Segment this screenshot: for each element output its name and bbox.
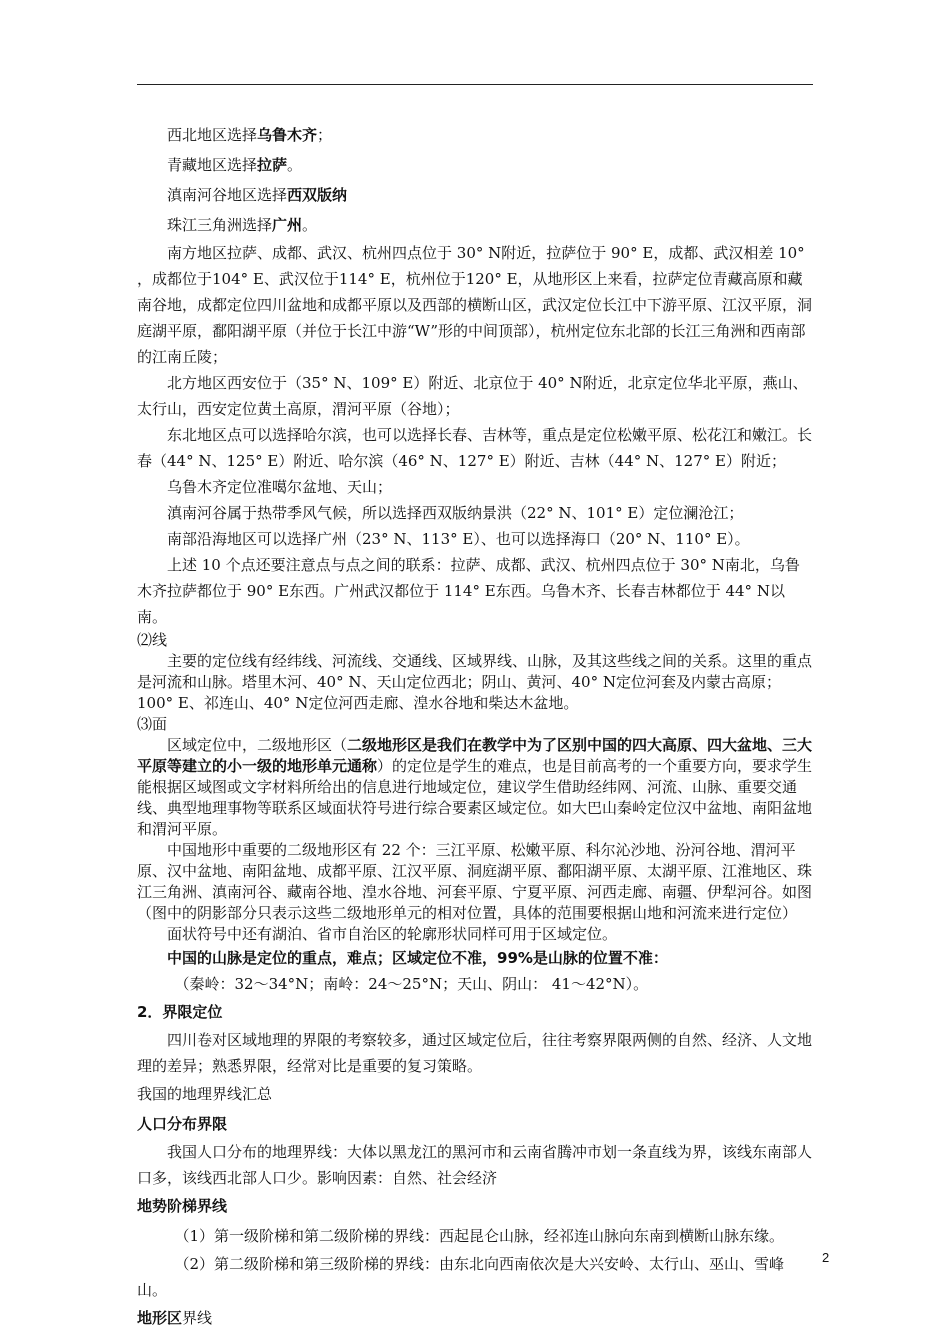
paragraph: 中国地形中重要的二级地形区有 22 个：三江平原、松嫩平原、科尔沁沙地、汾河谷地、渭河平原、汉中盆地、南阳盆地、成都平原、江汉平原、洞庭湖平原、鄱阳湖平原、太湖平原、江淮地区、珠江三角洲、滇南河谷、藏南谷地、湟水谷地、河套平原、宁夏平原、河西走廊、南疆、伊犁河谷。如图（图中的阴影部分只表示这些二级地形单元的相对位置，具体的范围要根据山地和河流来进行定位） (137, 841, 813, 922)
text: ）的定位是学生的难点，也是目前高考的一个重要方向，要求学生能根据区域图或文字材料所给出的信息进行地域定位，建议学生借助经纬网、河流、山脉、重要交通线、典型地理事物等联系区域面状符号进行综合要素区域定位。如大巴山秦岭定位汉中盆地、南阳盆地和渭河平原。 (137, 757, 813, 838)
paragraph: 我国人口分布的地理界线：大体以黑龙江的黑河市和云南省腾冲市划一条直线为界，该线东南部人口多，该线西北部人口少。影响因素：自然、社会经济 (137, 1143, 813, 1187)
header-rule (137, 84, 813, 85)
bold-text: 广州 (272, 216, 303, 234)
paragraph: 我国的地理界线汇总 (137, 1085, 273, 1103)
bold-text: 西双版纳 (287, 186, 348, 204)
paragraph (137, 150, 813, 180)
section-heading: 人口分布界限 (137, 1115, 228, 1133)
paragraph: 北方地区西安位于（35° N、109° E）附近、北京位于 40° N附近，北京定位华北平原，燕山、太行山，西安定位黄土高原，渭河平原（谷地）； (137, 374, 808, 418)
paragraph: 上述 10 个点还要注意点与点之间的联系：拉萨、成都、武汉、杭州四点位于 30° N南北，乌鲁木齐拉萨都位于 90° E东西。广州武汉都位于 114° E东西。乌鲁木齐、长春吉林都位于 44° N以南。 (137, 556, 800, 626)
paragraph: 乌鲁木齐定位准噶尔盆地、天山； (167, 478, 393, 496)
paragraph: 主要的定位线有经纬线、河流线、交通线、区域界线、山脉，及其这些线之间的关系。这里的重点是河流和山脉。塔里木河、40° N、天山定位西北；阴山、黄河、40° N定位河套及内蒙古高原；100° E、祁连山、40° N定位河西走廊、湟水谷地和柴达木盆地。 (137, 652, 813, 712)
bold-text: 乌鲁木齐 (257, 126, 318, 144)
text: 西北地区选择 (167, 126, 258, 144)
text: ； (317, 126, 333, 144)
section-heading: ⑶面 (137, 715, 168, 733)
text: 。 (302, 216, 318, 234)
bold-text: 中国的山脉是定位的重点，难点；区域定位不准，99%是山脉的位置不准： (167, 949, 668, 967)
paragraph: 面状符号中还有湖泊、省市自治区的轮廓形状同样可用于区域定位。 (167, 925, 618, 943)
paragraph: 南方地区拉萨、成都、武汉、杭州四点位于 30° N附近，拉萨位于 90° E，成都、武汉相差 10° ，成都位于104° E、武汉位于114° E，杭州位于120° E，从地形区上来看，拉萨定位青藏高原和藏南谷地，成都定位四川盆地和成都平原以及西部的横断山区，武汉定位长江中下游平原、江汉平原，洞庭湖平原，鄱阳湖平原（并位于长江中游“W”形的中间顶部），杭州定位东北部的长江三角洲和西南部的江南丘陵； (137, 244, 813, 366)
paragraph (137, 120, 813, 150)
text: 区域定位中，二级地形区（ (167, 736, 348, 754)
section-heading: 地势阶梯界线 (137, 1197, 228, 1215)
text: 滇南河谷地区选择 (167, 186, 288, 204)
paragraph: （1）第一级阶梯和第二级阶梯的界线：西起昆仑山脉，经祁连山脉向东南到横断山脉东缘。 (174, 1227, 785, 1245)
section-heading: 2．界限定位 (137, 1003, 223, 1021)
bold-text: 二级地形区是我们在教学中为了区别中国的四大高原、四大盆地、三大平原等建立的小一级的地形单元通称 (137, 736, 813, 775)
page-number: 2 (822, 1250, 830, 1265)
document-body (137, 120, 813, 1333)
paragraph (137, 180, 813, 210)
text: 界线 (182, 1309, 213, 1327)
paragraph (137, 735, 813, 840)
paragraph: 东北地区点可以选择哈尔滨，也可以选择长春、吉林等，重点是定位松嫩平原、松花江和嫩江。长春（44° N、125° E）附近、哈尔滨（46° N、127° E）附近、吉林（44° N、127° E）附近； (137, 426, 813, 470)
paragraph: 滇南河谷属于热带季风气候，所以选择西双版纳景洪（22° N、101° E）定位澜沧江； (167, 504, 744, 522)
bold-text: 拉萨 (257, 156, 288, 174)
paragraph (137, 945, 813, 971)
bold-text: 地形区 (137, 1309, 183, 1327)
section-heading: ⑵线 (137, 631, 168, 649)
text: 珠江三角洲选择 (167, 216, 273, 234)
text: 青藏地区选择 (167, 156, 258, 174)
paragraph: 南部沿海地区可以选择广州（23° N、113° E）、也可以选择海口（20° N、110° E）。 (167, 530, 750, 548)
paragraph: （2）第二级阶梯和第三级阶梯的界线：由东北向西南依次是大兴安岭、太行山、巫山、雪峰山。 (137, 1255, 785, 1299)
section-heading (137, 1303, 813, 1333)
text: 。 (287, 156, 303, 174)
paragraph: 四川卷对区域地理的界限的考察较多，通过区域定位后，往往考察界限两侧的自然、经济、人文地理的差异；熟悉界限，经常对比是重要的复习策略。 (137, 1031, 813, 1075)
paragraph: （秦岭：32～34°N；南岭：24～25°N；天山、阴山： 41～42°N）。 (174, 975, 649, 993)
paragraph (137, 210, 813, 240)
